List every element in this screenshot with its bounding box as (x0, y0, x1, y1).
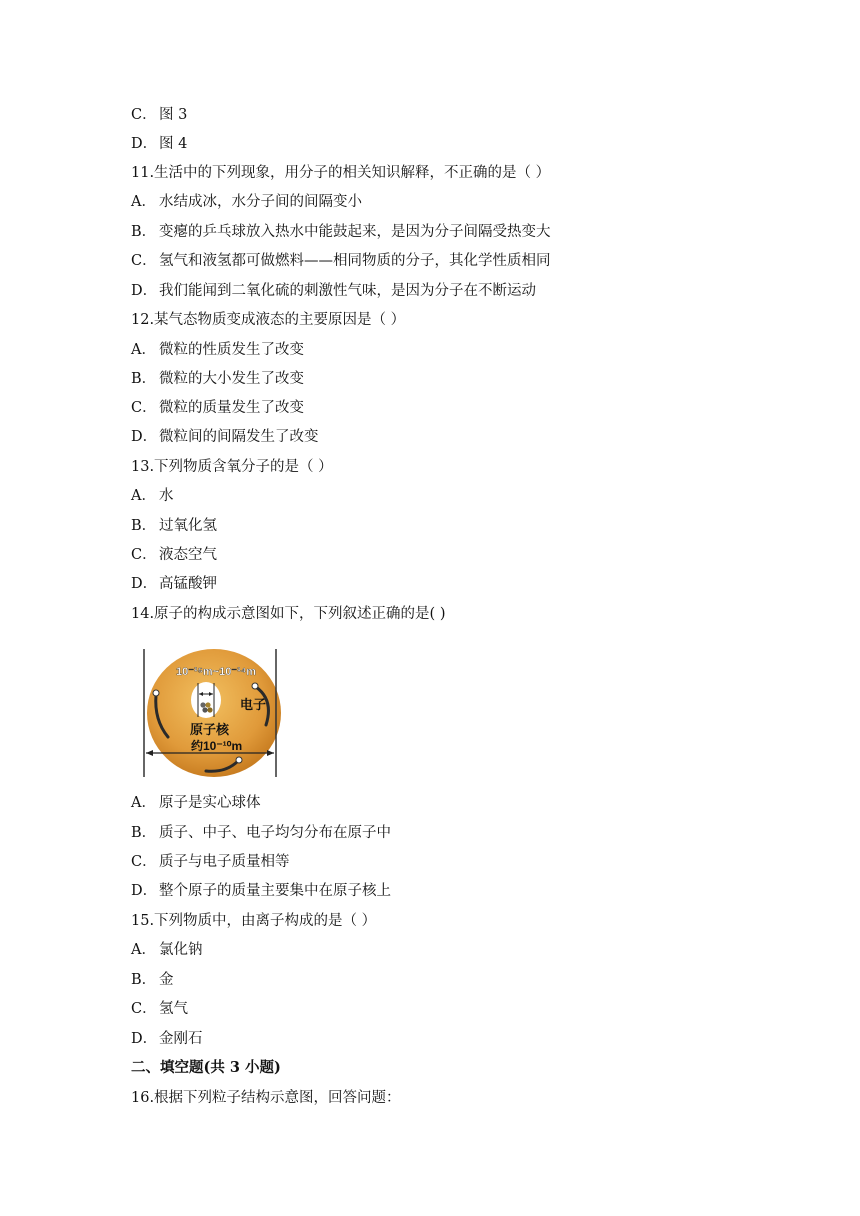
electron (236, 757, 242, 763)
nucleus-particle (205, 702, 210, 707)
option-text: 金 (159, 972, 174, 988)
option-text: 氢气 (159, 1001, 188, 1017)
answer-option (131, 340, 304, 360)
option-text: 高锰酸钾 (159, 576, 217, 592)
option-letter: C． (131, 547, 157, 563)
option-letter: D． (131, 429, 158, 445)
option-text: 原子是实心球体 (159, 795, 261, 811)
nucleus-size-label: 10⁻¹⁵m~10⁻¹⁴m (176, 666, 257, 678)
answer-option (131, 281, 536, 301)
answer-option (131, 192, 362, 212)
option-text: 过氧化氢 (159, 518, 217, 534)
atom-structure-figure (136, 645, 296, 781)
option-text: 微粒的质量发生了改变 (159, 400, 304, 416)
answer-option (131, 940, 203, 960)
option-letter: A． (131, 942, 156, 958)
option-text: 质子、中子、电子均匀分布在原子中 (159, 825, 391, 841)
option-letter: D． (131, 1031, 158, 1047)
nucleus-particle (200, 702, 205, 707)
option-text: 氯化钠 (159, 942, 203, 958)
answer-option (131, 881, 391, 901)
answer-option (131, 823, 391, 843)
question-stem: 12.某气态物质变成液态的主要原因是（ ） (131, 312, 406, 328)
answer-option (131, 793, 261, 813)
electron (252, 683, 258, 689)
option-text: 图 3 (159, 107, 188, 123)
question-stem: 15.下列物质中，由离子构成的是（ ） (131, 913, 377, 929)
option-letter: A． (131, 488, 156, 504)
option-letter: A． (131, 342, 156, 358)
atom-size-label: 约10⁻¹⁰m (191, 739, 243, 753)
nucleus-particle (202, 707, 207, 712)
answer-option (131, 251, 551, 271)
option-letter: B． (131, 825, 157, 841)
option-letter: A． (131, 194, 156, 210)
answer-option (131, 369, 304, 389)
option-letter: B． (131, 224, 157, 240)
question-stem: 14.原子的构成示意图如下，下列叙述正确的是( ) (131, 606, 446, 622)
answer-option (131, 222, 551, 242)
answer-option (131, 970, 174, 990)
answer-option (131, 105, 187, 125)
option-letter: D． (131, 576, 158, 592)
option-letter: D． (131, 136, 158, 152)
option-text: 微粒间的间隔发生了改变 (159, 429, 319, 445)
nucleus-particle (207, 707, 212, 712)
answer-option (131, 398, 304, 418)
option-letter: A． (131, 795, 156, 811)
answer-option (131, 134, 187, 154)
option-text: 变瘪的乒乓球放入热水中能鼓起来，是因为分子间隔受热变大 (159, 224, 551, 240)
question-stem: 16.根据下列粒子结构示意图，回答问题： (131, 1090, 401, 1106)
answer-option (131, 852, 290, 872)
answer-option (131, 574, 217, 594)
option-text: 我们能闻到二氧化硫的刺激性气味，是因为分子在不断运动 (159, 283, 536, 299)
answer-option (131, 999, 188, 1019)
answer-option (131, 486, 174, 506)
option-text: 整个原子的质量主要集中在原子核上 (159, 883, 391, 899)
electron (153, 690, 159, 696)
section-heading: 二、填空题(共 3 小题) (131, 1059, 281, 1076)
nucleus-label: 原子核 (190, 722, 230, 737)
option-text: 水结成冰，水分子间的间隔变小 (159, 194, 362, 210)
option-text: 金刚石 (159, 1031, 203, 1047)
answer-option (131, 427, 319, 447)
option-letter: C． (131, 400, 157, 416)
option-letter: C． (131, 854, 157, 870)
option-letter: C． (131, 107, 157, 123)
option-letter: C． (131, 1001, 157, 1017)
answer-option (131, 516, 217, 536)
option-letter: D． (131, 883, 158, 899)
option-text: 液态空气 (159, 547, 217, 563)
answer-option (131, 545, 217, 565)
option-text: 微粒的大小发生了改变 (159, 371, 304, 387)
question-stem: 11.生活中的下列现象，用分子的相关知识解释，不正确的是（ ） (131, 165, 551, 181)
option-letter: B． (131, 371, 157, 387)
answer-option (131, 1029, 203, 1049)
question-stem: 13.下列物质含氧分子的是（ ） (131, 459, 333, 475)
option-text: 氢气和液氢都可做燃料——相同物质的分子，其化学性质相同 (159, 253, 551, 269)
nucleus-hole (191, 682, 221, 718)
option-text: 质子与电子质量相等 (159, 854, 290, 870)
option-text: 微粒的性质发生了改变 (159, 342, 304, 358)
option-letter: B． (131, 972, 157, 988)
option-letter: D． (131, 283, 158, 299)
option-text: 水 (159, 488, 174, 504)
electron-label: 电子 (240, 697, 267, 712)
option-letter: C． (131, 253, 157, 269)
option-letter: B． (131, 518, 157, 534)
option-text: 图 4 (159, 136, 188, 152)
